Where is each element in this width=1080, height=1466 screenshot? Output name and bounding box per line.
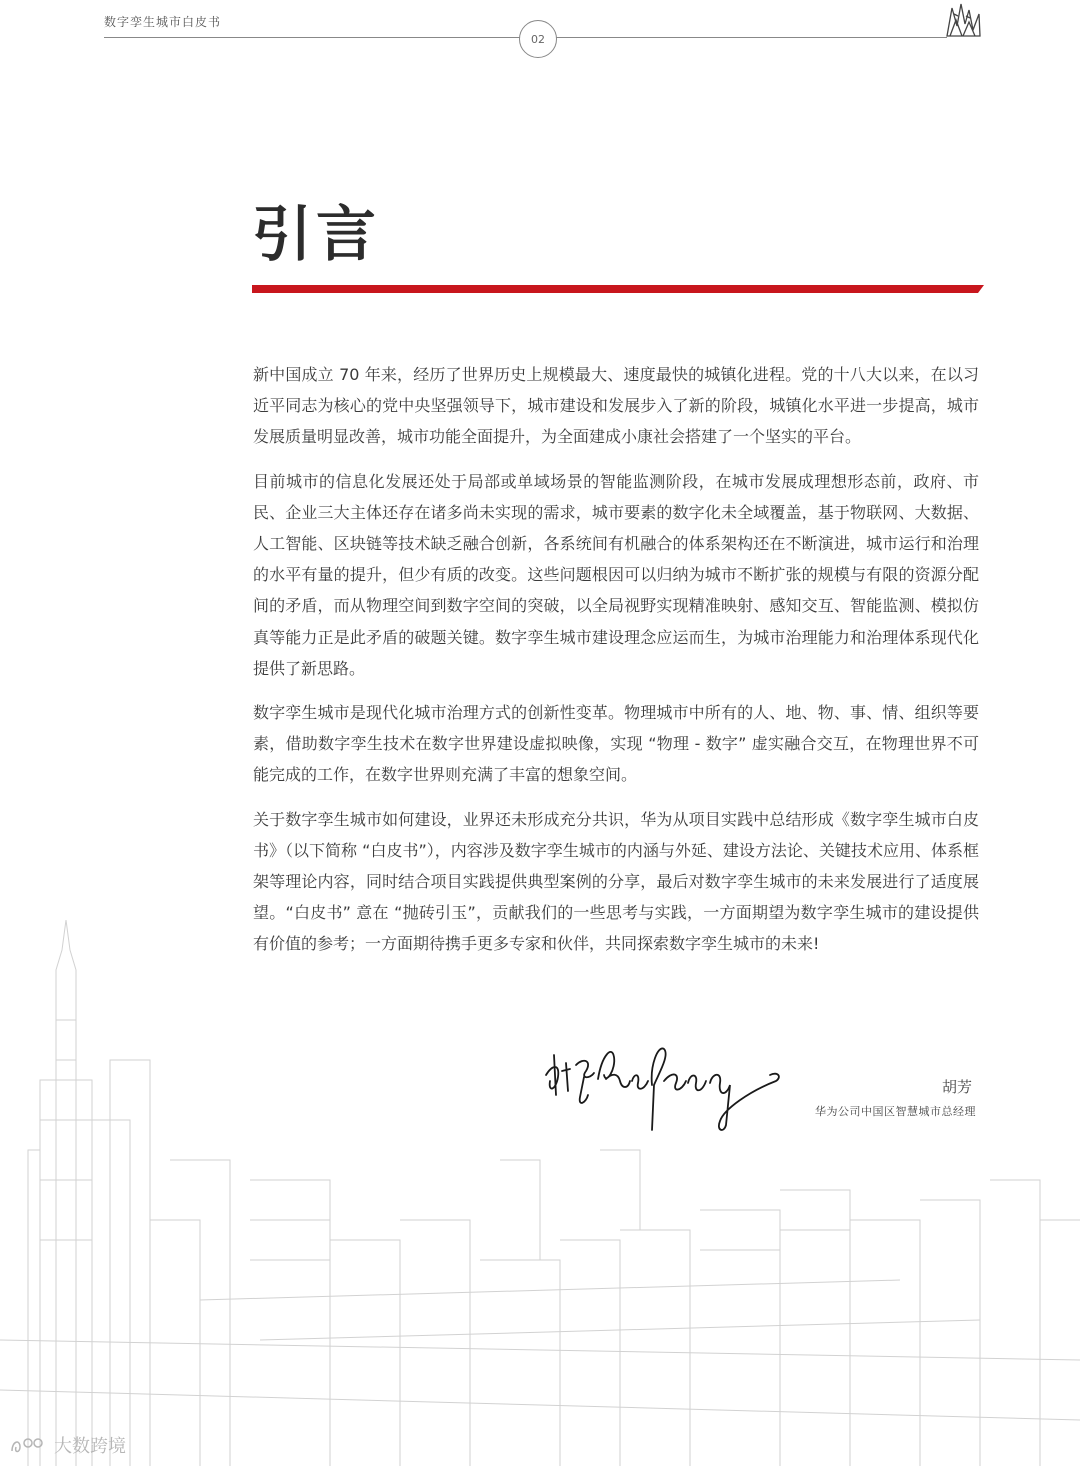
body-text (253, 359, 979, 973)
header-title: 数字孪生城市白皮书 (104, 15, 222, 29)
signatory-title: 华为公司中国区智慧城市总经理 (815, 1105, 976, 1118)
paragraph-1: 新中国成立 70 年来，经历了世界历史上规模最大、速度最快的城镇化进程。党的十八大以来，在以习近平同志为核心的党中央坚强领导下，城市建设和发展步入了新的阶段，城镇化水平进一步提高，城市发展质量明显改善，城市功能全面提升，为全面建成小康社会搭建了一个坚实的平台。 (253, 365, 979, 447)
city-skyline-illustration (0, 920, 1080, 1466)
signatory-name: 胡芳 (942, 1078, 973, 1096)
paragraph-3: 数字孪生城市是现代化城市治理方式的创新性变革。物理城市中所有的人、地、物、事、情、组织等要素，借助数字孪生技术在数字世界建设虚拟映像，实现 “物理 - 数字” 虚实融合交互，在物理世界不可能完成的工作，在数字世界则充满了丰富的想象空间。 (253, 703, 979, 785)
watermark-text: 大数跨境 (54, 1436, 126, 1457)
page-number-badge (519, 20, 557, 58)
city-logo-icon (944, 2, 982, 38)
paragraph-4: 关于数字孪生城市如何建设，业界还未形成充分共识，华为从项目实践中总结形成《数字孪生城市白皮书》（以下简称 “白皮书”），内容涉及数字孪生城市的内涵与外延、建设方法论、关键技术应用、体系框架等理论内容，同时结合项目实践提供典型案例的分享，最后对数字孪生城市的未来发展进行了适度展望。“白皮书” 意在 “抛砖引玉”，贡献我们的一些思考与实践，一方面期望为数字孪生城市的建设提供有价值的参考；一方面期待携手更多专家和伙伴，共同探索数字孪生城市的未来! (253, 809, 979, 954)
watermark (10, 1432, 126, 1458)
heading-underline (252, 285, 984, 293)
handwritten-signature (540, 1035, 785, 1135)
brand-logo-icon (10, 1435, 50, 1455)
page-number: 02 (531, 32, 545, 46)
section-heading: 引言 (252, 200, 380, 270)
paragraph-2: 目前城市的信息化发展还处于局部或单域场景的智能监测阶段，在城市发展成理想形态前，政府、市民、企业三大主体还存在诸多尚未实现的需求，城市要素的数字化未全域覆盖，基于物联网、大数据、人工智能、区块链等技术缺乏融合创新，各系统间有机融合的体系架构还在不断演进，城市运行和治理的水平有量的提升，但少有质的改变。这些问题根因可以归纳为城市不断扩张的规模与有限的资源分配间的矛盾，而从物理空间到数字空间的突破，以全局视野实现精准映射、感知交互、智能监测、模拟仿真等能力正是此矛盾的破题关键。数字孪生城市建设理念应运而生，为城市治理能力和治理体系现代化提供了新思路。 (253, 471, 979, 678)
